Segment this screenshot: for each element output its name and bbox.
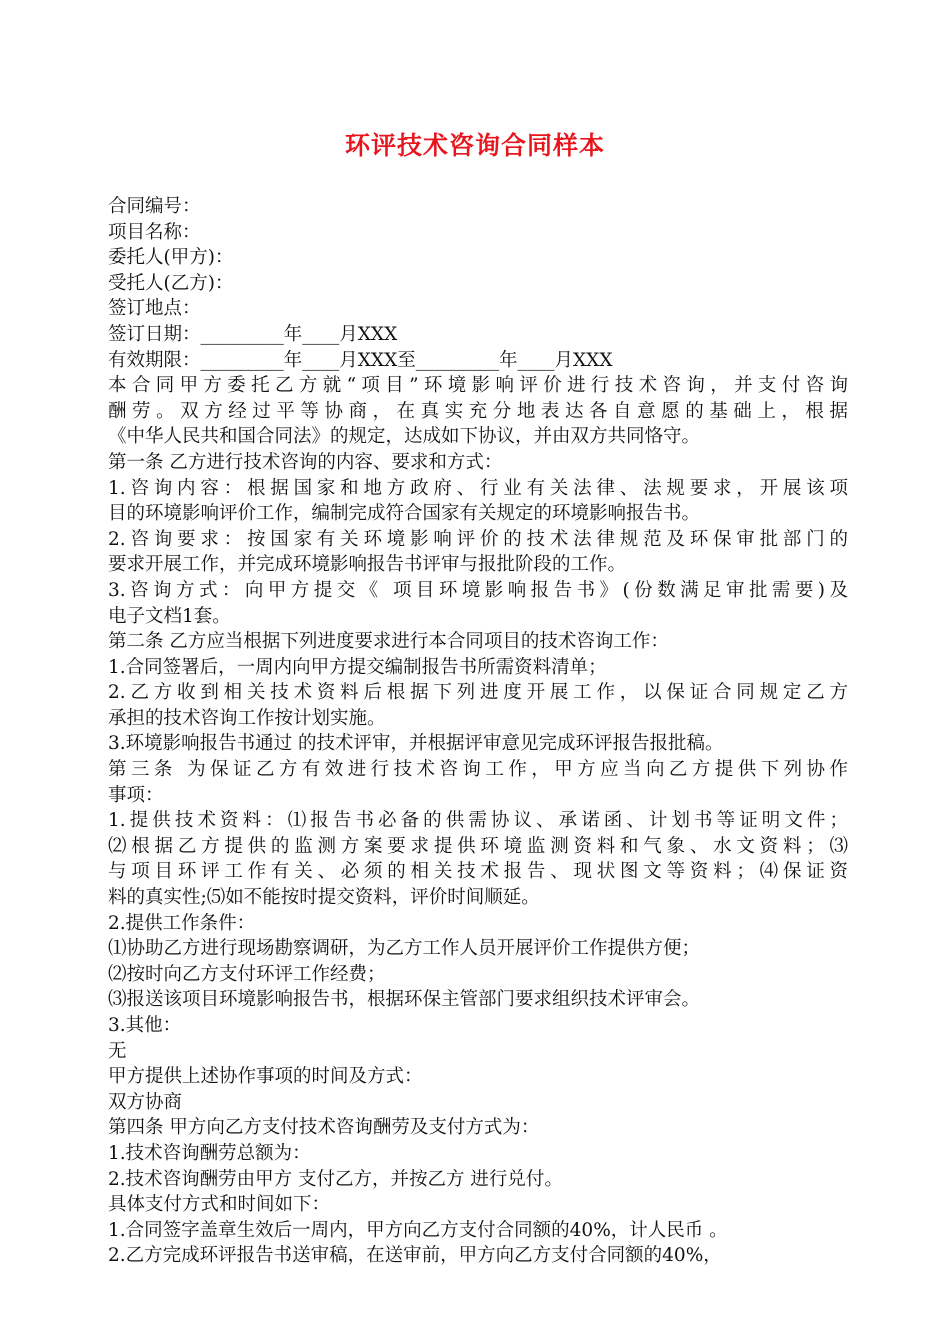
text-line: 2.乙方完成环评报告书送审稿，在送审前，甲方向乙方支付合同额的40%， [108, 1245, 722, 1267]
text-line: 项目名称： [108, 221, 201, 243]
text-line: ⑴协助乙方进行现场勘察调研，为乙方工作人员开展评价工作提供方便； [108, 938, 701, 960]
text-line: 双方协商 [108, 1091, 183, 1113]
text-line: 3.其他： [108, 1015, 182, 1036]
text-line: ⑶报送该项目环境影响报告书，根据环保主管部门要求组织技术评审会。 [108, 989, 701, 1011]
text-line: 料的真实性;⑸如不能按时提交资料，评价时间顺延。 [108, 887, 540, 909]
text-line: 1.合同签署后，一周内向甲方提交编制报告书所需资料清单； [108, 656, 607, 678]
text-line: 与项目环评工作有关、必须的相关技术报告、现状图文等资料；⑷保证资 [108, 861, 848, 883]
text-line: 要求开展工作，并完成环境影响报告书评审与报批阶段的工作。 [108, 554, 627, 576]
text-line: 1.技术咨询酬劳总额为： [108, 1142, 311, 1164]
text-line: 受托人(乙方)： [108, 272, 234, 294]
text-line: 第二条 乙方应当根据下列进度要求进行本合同项目的技术咨询工作： [108, 631, 669, 653]
text-line: 1.合同签字盖章生效后一周内，甲方向乙方支付合同额的40%，计人民币 。 [108, 1219, 728, 1241]
text-line: 2.技术咨询酬劳由甲方 支付乙方，并按乙方 进行兑付。 [108, 1168, 563, 1190]
text-line: 承担的技术咨询工作按计划实施。 [108, 707, 386, 729]
text-line: 3.咨询方式：向甲方提交《 项目环境影响报告书》(份数满足审批需要)及 [108, 579, 848, 601]
text-line: 委托人(甲方)： [108, 247, 234, 269]
text-line: 具体支付方式和时间如下： [108, 1194, 331, 1216]
document-body [108, 194, 848, 1269]
text-line: 甲方提供上述协作事项的时间及方式： [108, 1066, 423, 1088]
text-line: 本合同甲方委托乙方就“项目”环境影响评价进行技术咨询，并支付咨询 [108, 375, 848, 397]
text-line: ⑵根据乙方提供的监测方案要求提供环境监测资料和气象、水文资料；⑶ [108, 835, 848, 857]
text-line: 事项： [108, 784, 164, 806]
text-line: 2.乙方收到相关技术资料后根据下列进度开展工作，以保证合同规定乙方 [108, 682, 848, 704]
text-line: 第三条 为保证乙方有效进行技术咨询工作，甲方应当向乙方提供下列协作 [108, 759, 848, 781]
text-line: 《中华人民共和国合同法》的规定，达成如下协议，并由双方共同恪守。 [108, 426, 701, 448]
text-line: 合同编号： [108, 196, 201, 217]
document-title: 环评技术咨询合同样本 [344, 131, 605, 160]
text-line: 电子文档1套。 [108, 605, 231, 627]
text-line: 2.咨询要求：按国家有关环境影响评价的技术法律规范及环保审批部门的 [108, 528, 848, 550]
text-line: 目的环境影响评价工作，编制完成符合国家有关规定的环境影响报告书。 [108, 503, 701, 525]
text-line: 签订日期：_________年____月XXX [108, 323, 398, 345]
text-line: 3.环境影响报告书通过 的技术评审，并根据评审意见完成环评报告报批稿。 [108, 733, 724, 755]
text-line: 第四条 甲方向乙方支付技术咨询酬劳及支付方式为： [108, 1117, 540, 1139]
text-line: 签订地点： [108, 298, 201, 320]
text-line: 1.提供技术资料：⑴报告书必备的供需协议、承诺函、计划书等证明文件； [108, 810, 848, 832]
text-line: 1.咨询内容：根据国家和地方政府、行业有关法律、法规要求，开展该项 [108, 477, 848, 499]
text-line: 有效期限：_________年____月XXX至_________年____月XXX [108, 349, 613, 371]
text-line: ⑵按时向乙方支付环评工作经费； [108, 963, 386, 985]
text-line: 酬劳。双方经过平等协商，在真实充分地表达各自意愿的基础上，根据 [108, 400, 848, 422]
text-line: 第一条 乙方进行技术咨询的内容、要求和方式： [108, 451, 503, 473]
text-line: 2.提供工作条件： [108, 912, 256, 934]
text-line: 无 [108, 1040, 127, 1062]
